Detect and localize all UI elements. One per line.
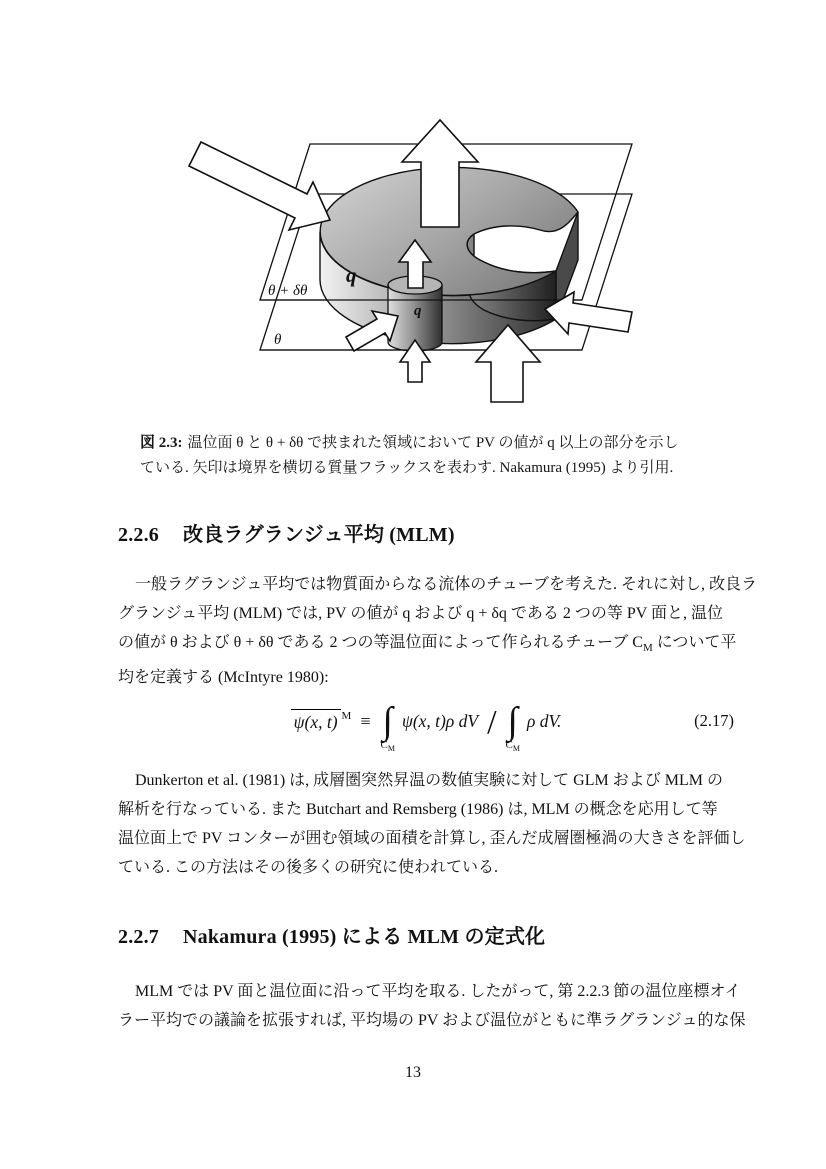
integral-sign: ∫ — [382, 700, 393, 743]
text-line: 温位面上で PV コンターが囲む領域の面積を計算し, 歪んだ成層圏極渦の大きさを評価し — [118, 830, 746, 847]
text-line: 一般ラグランジュ平均では物質面からなる流体のチューブを考えた. それに対し, 改良ラ — [135, 576, 758, 593]
text-line: 解析を行なっている. また Butchart and Remsberg (1986) は, MLM の概念を応用して等 — [118, 801, 718, 818]
paragraph-formulation — [118, 977, 746, 1035]
section-number: 2.2.7 — [118, 926, 159, 948]
section-number: 2.2.6 — [118, 524, 159, 546]
text-line: ラー平均での議論を拡張すれば, 平均場の PV および温位がともに準ラグランジュ的な保 — [118, 1012, 746, 1029]
text-line: MLM では PV 面と温位面に沿って平均を取る. したがって, 第 2.2.3 節の温位座標オイ — [135, 983, 741, 1000]
equation-body — [118, 688, 734, 754]
disk-q-label: q — [346, 263, 357, 287]
integrand-1: ψ(x, t)ρ dV — [401, 710, 479, 731]
section-title: Nakamura (1995) による MLM の定式化 — [183, 926, 546, 948]
section-heading-2-2-6 — [118, 518, 455, 547]
integral-sign: ∫ — [507, 700, 518, 743]
equation-2-17 — [118, 688, 734, 754]
caption-line-1 — [140, 431, 722, 456]
caption-line-2: ている. 矢印は境界を横切る質量フラックスを表わす. Nakamura (1995) より引用. — [140, 459, 674, 476]
section-heading-2-2-7 — [118, 920, 545, 949]
equation-lhs — [291, 709, 351, 733]
division-slash: / — [487, 704, 497, 741]
caption-label: 図 2.3: — [140, 435, 183, 451]
page-number: 13 — [405, 1064, 421, 1081]
flux-arrow-upper-left-in — [189, 142, 330, 230]
subscript-m: M — [642, 642, 653, 655]
text-line: 均を定義する (McIntyre 1980): — [118, 669, 329, 687]
integral-limit: $C_M$ — [505, 738, 520, 753]
integrand-2: ρ dV. — [527, 710, 562, 731]
equation-number: (2.17) — [694, 711, 734, 730]
figure-caption — [140, 431, 722, 480]
section-title: 改良ラグランジュ平均 (MLM) — [183, 524, 455, 546]
text-line — [118, 628, 737, 663]
equiv-sign: ≡ — [360, 710, 371, 731]
paragraph-applications — [118, 766, 746, 882]
lower-plane-label: θ — [274, 332, 282, 348]
overline-psi: ψ(x, t) — [291, 709, 341, 733]
figure-2-3-diagram — [168, 112, 664, 420]
text-line: Dunkerton et al. (1981) は, 成層圏突然昇温の数値実験に対して GLM および MLM の — [135, 772, 723, 789]
text-segment: について平 — [652, 634, 737, 651]
text-line: ている. この方法はその後多くの研究に使われている. — [118, 859, 499, 876]
text-line: グランジュ平均 (MLM) では, PV の値が q および q + δq である 2 つの等 PV 面と, 温位 — [118, 605, 724, 622]
paragraph-mlm-definition — [118, 570, 758, 692]
cylinder-q-label: q — [414, 303, 422, 319]
integral-1 — [380, 700, 395, 753]
integral-2 — [505, 700, 520, 753]
integral-limit: $C_M$ — [380, 738, 395, 753]
superscript-m: M — [341, 710, 352, 722]
text-segment: の値が θ および θ + δθ である 2 つの等温位面によって作られるチューブ C — [118, 634, 643, 651]
upper-plane-label: θ + δθ — [268, 283, 308, 299]
caption-text-1: 温位面 θ と θ + δθ で挟まれた領域において PV の値が q 以上の部分を示し — [187, 435, 679, 451]
